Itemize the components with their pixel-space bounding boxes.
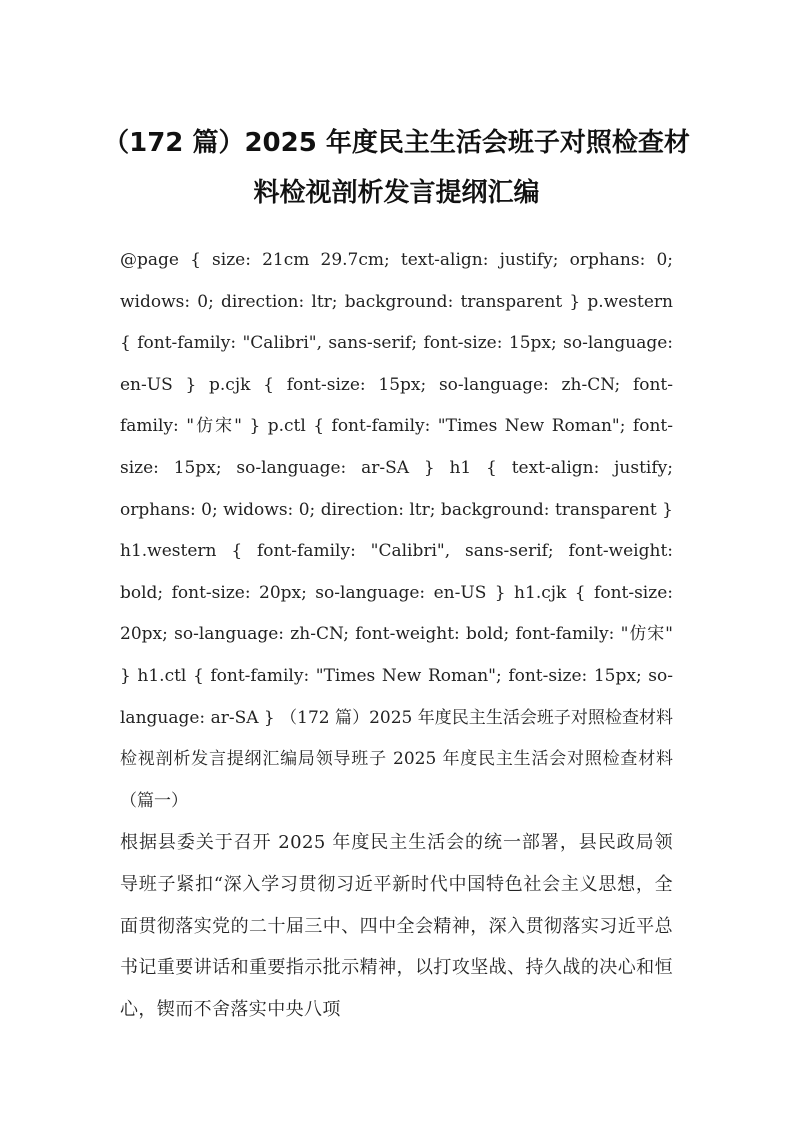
style-code-paragraph: @page { size: 21cm 29.7cm; text-align: justify; orphans: 0; widows: 0; direction: ltr; background: transparent } p.western { font-family: "Calibri", sans-serif; font-size: 15px; so-language: en-US } p.cjk { font-size: 15px; so-language: zh-CN; font-family: "仿宋" } p.ctl { font-family: "Times New Roman"; font-size: 15px; so-language: ar-SA } h1 { text-align: justify; orphans: 0; widows: 0; direction: ltr; background: transparent } h1.western { font-family: "Calibri", sans-serif; font-weight: bold; font-size: 20px; so-language: en-US } h1.cjk { font-size: 20px; so-language: zh-CN; font-weight: bold; font-family: "仿宋" } h1.ctl { font-family: "Times New Roman"; font-size: 15px; so-language: ar-SA } （172 篇）2025 年度民主生活会班子对照检查材料检视剖析发言提纲汇编局领导班子 2025 年度民主生活会对照检查材料（篇一） <box>120 250 673 811</box>
document-body <box>120 240 673 1030</box>
document-title: （172 篇）2025 年度民主生活会班子对照检查材料检视剖析发言提纲汇编 <box>103 128 690 208</box>
body-paragraph: 根据县委关于召开 2025 年度民主生活会的统一部署，县民政局领导班子紧扣“深入学习贯彻习近平新时代中国特色社会主义思想，全面贯彻落实党的二十届三中、四中全会精神，深入贯彻落实习近平总书记重要讲话和重要指示批示精神，以打攻坚战、持久战的决心和恒心，锲而不舍落实中央八项 <box>120 832 673 1020</box>
